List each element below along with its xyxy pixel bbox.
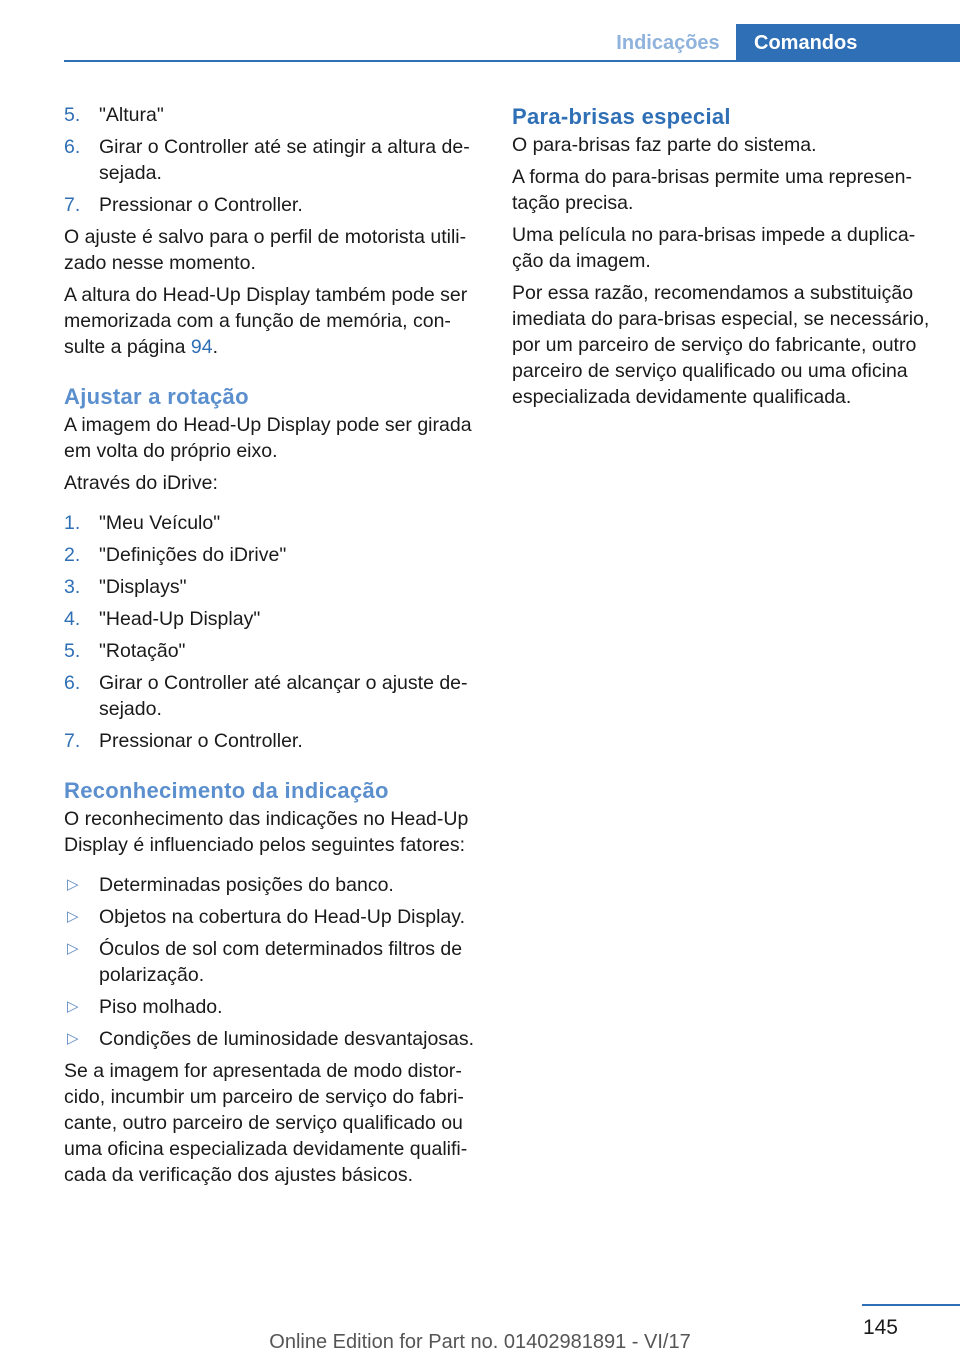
section-heading-recognition: Reconhecimento da indicação bbox=[64, 778, 389, 803]
list-item: 5. "Rotação" bbox=[64, 640, 186, 662]
section-heading-windshield: Para-brisas especial bbox=[512, 104, 731, 129]
list-item: 6. Girar o Controller até alcançar o ajuste desejado. bbox=[64, 672, 468, 720]
triangle-bullet-icon: ▷ bbox=[67, 1030, 79, 1047]
paragraph: A imagem do Head-Up Display pode ser girada em volta do próprio eixo. bbox=[64, 414, 472, 462]
right-column bbox=[512, 102, 930, 416]
list-item: ▷ Condições de luminosidade desvantajosas. bbox=[67, 1028, 475, 1050]
tab-indicacoes[interactable]: Indicações bbox=[616, 32, 720, 54]
paragraph: O ajuste é salvo para o perfil de motorista utilizado nesse momento. bbox=[64, 226, 467, 274]
steps-list-a bbox=[64, 102, 482, 218]
list-item: 7. Pressionar o Controller. bbox=[64, 730, 303, 752]
list-item: 1. "Meu Veículo" bbox=[64, 512, 221, 534]
list-item: 2. "Definições do iDrive" bbox=[64, 544, 287, 566]
list-item: ▷ Determinadas posições do banco. bbox=[67, 874, 394, 896]
page-link[interactable]: 94 bbox=[190, 336, 213, 358]
tab-comandos[interactable]: Comandos bbox=[736, 24, 960, 62]
page-number: 145 bbox=[862, 1316, 898, 1339]
paragraph: Uma película no para-brisas impede a duplicação da imagem. bbox=[512, 224, 916, 272]
list-item: 6. Girar o Controller até se atingir a altura desejada. bbox=[64, 136, 470, 184]
left-column bbox=[64, 102, 482, 1194]
list-item: ▷ Piso molhado. bbox=[67, 996, 223, 1018]
list-item: 4. "Head-Up Display" bbox=[64, 608, 261, 630]
paragraph: A forma do para-brisas permite uma representação precisa. bbox=[512, 166, 912, 214]
list-item: ▷ Óculos de sol com determinados filtros de polarização. bbox=[67, 938, 463, 986]
paragraph: Se a imagem for apresentada de modo distorcido, incumbir um parceiro de serviço do fabricante, outro parceiro de serviço qualificado ou uma oficina especializada devidamente qualificada da verificação dos ajustes básicos. bbox=[64, 1060, 468, 1186]
paragraph: O reconhecimento das indicações no Head-Up Display é influenciado pelos seguintes fatores: bbox=[64, 808, 469, 856]
triangle-bullet-icon: ▷ bbox=[67, 876, 79, 893]
edition-watermark: Online Edition for Part no. 01402981891 - VI/17 bbox=[269, 1331, 691, 1353]
section-heading-rotation: Ajustar a rotação bbox=[64, 384, 249, 409]
paragraph: Através do iDrive: bbox=[64, 472, 218, 494]
header-rule bbox=[64, 60, 960, 62]
steps-list-b bbox=[64, 510, 482, 754]
triangle-bullet-icon: ▷ bbox=[67, 998, 79, 1015]
paragraph: Por essa razão, recomendamos a substituição imediata do para-brisas especial, se necessário, por um parceiro de serviço do fabricante, outro parceiro de serviço qualificado ou uma oficina especializada devidamente qualificada. bbox=[512, 282, 930, 408]
paragraph: O para-brisas faz parte do sistema. bbox=[512, 134, 817, 156]
list-item: 5. "Altura" bbox=[64, 104, 164, 126]
triangle-bullet-icon: ▷ bbox=[67, 908, 79, 925]
list-item: ▷ Objetos na cobertura do Head-Up Display. bbox=[67, 906, 465, 928]
footer-rule bbox=[862, 1304, 960, 1306]
list-item: 3. "Displays" bbox=[64, 576, 187, 598]
paragraph: A altura do Head-Up Display também pode ser memorizada com a função de memória, consulte a página 94. bbox=[64, 284, 468, 358]
list-item: 7. Pressionar o Controller. bbox=[64, 194, 303, 216]
triangle-bullet-icon: ▷ bbox=[67, 940, 79, 957]
factors-list bbox=[64, 872, 482, 1052]
